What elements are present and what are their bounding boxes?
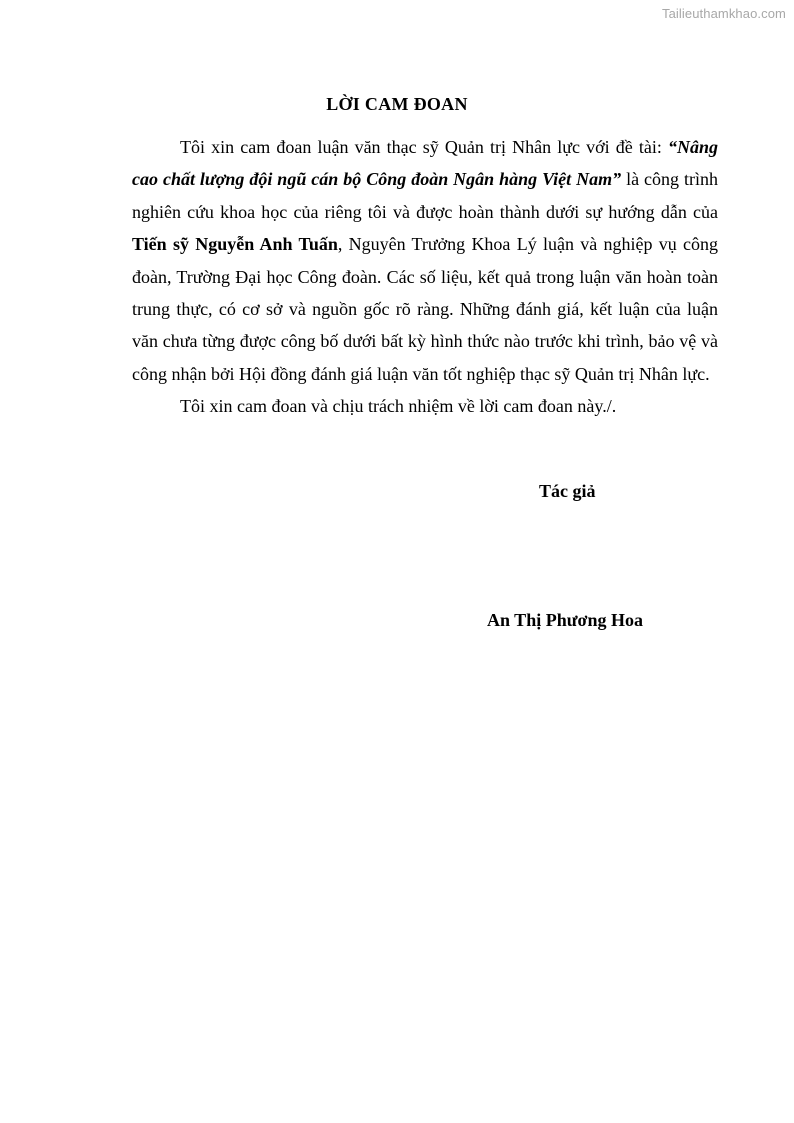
watermark-text: Tailieuthamkhao.com <box>661 6 786 21</box>
paragraph-text-part1: Tôi xin cam đoan luận văn thạc sỹ Quản trị Nhân lực với đề tài: <box>180 137 668 157</box>
advisor-name: Tiến sỹ Nguyễn Anh Tuấn <box>132 234 338 255</box>
author-name: An Thị Phương Hoa <box>487 610 643 630</box>
declaration-paragraph <box>132 131 718 390</box>
commitment-paragraph: Tôi xin cam đoan và chịu trách nhiệm về lời cam đoan này./. <box>180 396 617 417</box>
author-label: Tác giả <box>539 481 596 501</box>
paragraph-text-part2: là công trình nghiên cứu khoa học của riêng tôi và được hoàn thành dưới sự hướng dẫn của <box>132 169 718 222</box>
paragraph-text-part3: , Nguyên Trưởng Khoa Lý luận và nghiệp vụ công đoàn, Trường Đại học Công đoàn. Các số liệu, kết quả trong luận văn hoàn toàn trung thực, có cơ sở và nguồn gốc rõ ràng. Những đánh giá, kết luận của luận văn chưa từng được công bố dưới bất kỳ hình thức nào trước khi trình, bảo vệ và công nhận bởi Hội đồng đánh giá luận văn tốt nghiệp thạc sỹ Quản trị Nhân lực. <box>132 234 718 384</box>
declaration-body <box>132 131 718 423</box>
thesis-topic: “Nâng cao chất lượng đội ngũ cán bộ Công đoàn Ngân hàng Việt Nam” <box>132 137 718 190</box>
page-title: LỜI CAM ĐOAN <box>326 94 468 114</box>
